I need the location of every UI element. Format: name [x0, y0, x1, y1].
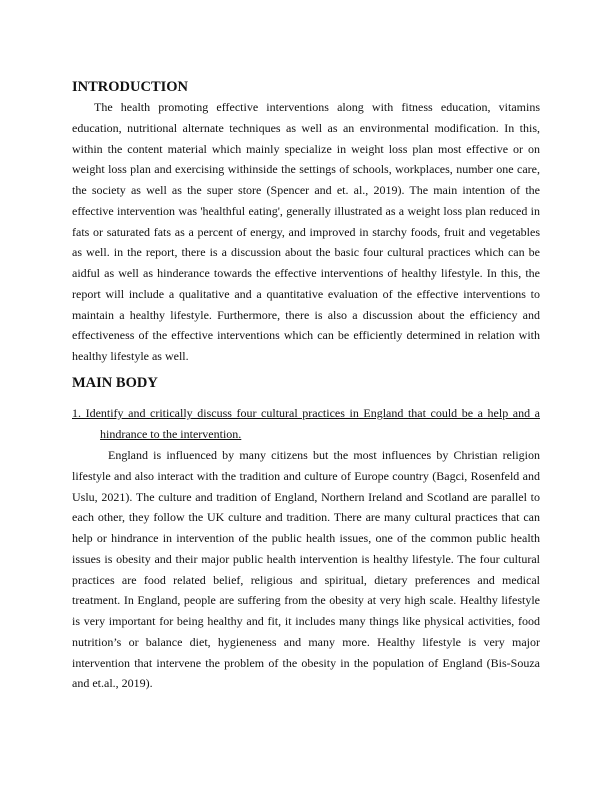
text-line: maintain a healthy lifestyle. Furthermore, there is also a discussion about the efficiency and — [72, 307, 540, 322]
main-body-paragraph — [72, 445, 540, 694]
text-line: help or hindrance in intervention of the public health issues, one of the common public health — [72, 531, 540, 545]
text-line: practices are food related belief, religious and spiritual, dietary preferences and medical — [72, 572, 540, 587]
text-line: the society as well as the super store (Spencer and et. al., 2019). The main intention of the — [72, 183, 540, 197]
text-line: as well. in the report, there is a discussion about the basic four cultural practices which can be — [72, 245, 540, 260]
text-line: education, nutritional alternate techniques as well as an environmental modification. In this, — [72, 120, 540, 135]
introduction-heading: INTRODUCTION — [72, 79, 189, 95]
text-line: treatment. In England, people are suffering from the obesity at very high scale. Healthy lifestyle — [72, 593, 540, 608]
text-line: weight loss plan and exercising withinside the settings of schools, workplaces, number one care, — [72, 162, 540, 177]
text-line: fats or saturated fats as a percent of energy, and improved in starchy foods, fruit and vegetables — [72, 224, 540, 239]
underlined-text: hindrance to the intervention. — [100, 426, 242, 441]
main-body-heading: MAIN BODY — [72, 375, 158, 391]
text-line: lifestyle and also interact with the tradition and culture of Europe country (Bagci, Rosenfeld and — [72, 468, 540, 483]
underlined-text: 1. Identify and critically discuss four cultural practices in England that could be a help and a — [72, 406, 540, 420]
text-line: each other, they follow the UK culture and tradition. There are many cultural practices that can — [72, 510, 540, 525]
text-line: and et.al., 2019). — [72, 676, 153, 691]
text-line: aidful as well as hinderance towards the effective interventions of healthy lifestyle. In this, the — [72, 266, 540, 280]
introduction-paragraph — [72, 97, 540, 367]
text-line: report will include a qualitative and a quantitative evaluation of the effective interventions to — [72, 286, 540, 301]
text-line: England is influenced by many citizens but the most influences by Christian religion — [108, 448, 540, 462]
text-line: Uslu, 2021). The culture and tradition of England, Northern Ireland and Scotland are parallel to — [72, 489, 540, 504]
text-line: The health promoting effective interventions along with fitness education, vitamins — [94, 100, 540, 114]
text-line: effectiveness of the effective interventions which can be efficiently determined in relation with — [72, 328, 540, 343]
text-line: is very important for being healthy and fit, it includes many things like physical activities, food — [72, 614, 540, 628]
text-line — [72, 424, 540, 445]
text-line: effective intervention was 'healthful eating', generally illustrated as a weight loss plan reduced in — [72, 203, 540, 218]
text-line: healthy lifestyle as well. — [72, 349, 189, 363]
text-line: issues is obesity and their major public health intervention is healthy lifestyle. The four cultural — [72, 551, 540, 566]
text-line: within the content material which mainly specialize in weight loss plan most effective or on — [72, 141, 540, 156]
text-line: nutrition’s or balance diet, hygieneness and many more. Healthy lifestyle is very major — [72, 634, 540, 649]
text-line — [72, 403, 540, 424]
question-heading — [72, 403, 540, 445]
text-line: intervention that intervene the problem of the obesity in the population of England (Bis-Souza — [72, 655, 540, 670]
